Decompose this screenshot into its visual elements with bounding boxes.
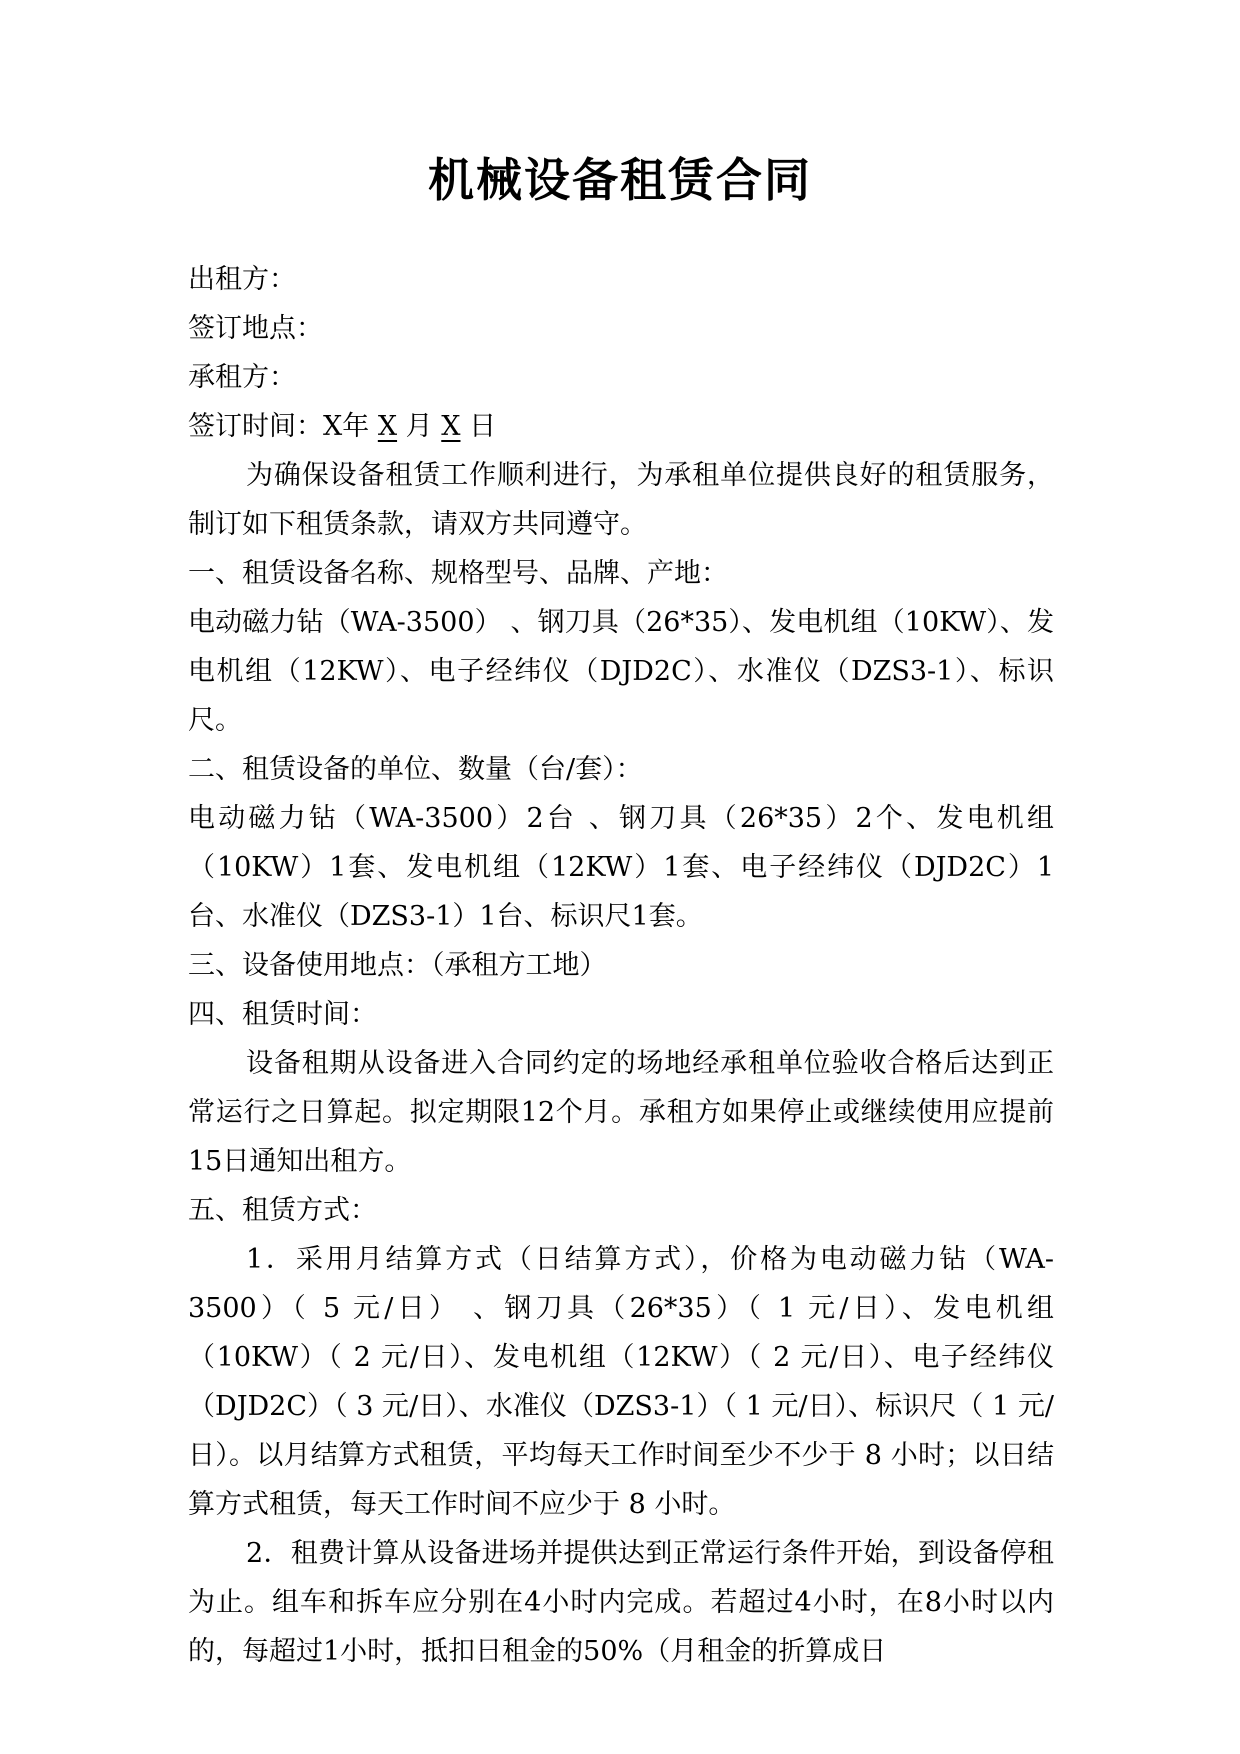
section-2-text: 电动磁力钻（WA-3500）2台 、钢刀具（26*35）2个、发电机组（10KW）1套、发电机组（12KW）1套、电子经纬仪（DJD2C）1台、水准仪（DZS3-1）1台、标识尺1套。: [188, 803, 1054, 932]
signing-date-label: 签订时间：: [188, 411, 323, 442]
signing-year-value: X: [323, 411, 343, 442]
section-5-item-1: 1．采用月结算方式（日结算方式），价格为电动磁力钻（WA-3500）（ 5 元/日） 、钢刀具（26*35）（ 1 元/日）、发电机组（10KW）（ 2 元/日）、发电机组（12KW）（ 2 元/日）、电子经纬仪（DJD2C）（ 3 元/日）、水准仪（DZS3-1）（ 1 元/日）、标识尺（ 1 元/日）。以月结算方式租赁，平均每天工作时间至少不少于 8 小时；以日结算方式租赁，每天工作时间不应少于 8 小时。: [188, 1244, 1054, 1520]
lessor-label: 出租方：: [188, 264, 296, 295]
intro-paragraph: 为确保设备租赁工作顺利进行，为承租单位提供良好的租赁服务，制订如下租赁条款，请双方共同遵守。: [188, 460, 1054, 540]
signing-month-value: X: [377, 411, 398, 442]
signing-day-value: X: [441, 411, 461, 442]
contract-body: [188, 255, 1054, 1676]
signing-day-unit: 日: [469, 411, 497, 442]
signing-place-label: 签订地点：: [188, 313, 323, 344]
section-1-heading: 一、租赁设备名称、规格型号、品牌、产地：: [188, 558, 728, 589]
signing-year-unit: 年: [342, 411, 370, 442]
section-4-text: 设备租期从设备进入合同约定的场地经承租单位验收合格后达到正常运行之日算起。拟定期限12个月。承租方如果停止或继续使用应提前15日通知出租方。: [188, 1048, 1054, 1177]
section-1-text: 电动磁力钻（WA-3500） 、钢刀具（26*35）、发电机组（10KW）、发电机组（12KW）、电子经纬仪（DJD2C）、水准仪（DZS3-1）、标识尺。: [188, 607, 1054, 736]
lessee-field: [188, 353, 1054, 402]
section-4-heading: 四、租赁时间：: [188, 999, 377, 1030]
section-2-heading: 二、租赁设备的单位、数量（台/套）：: [188, 754, 643, 785]
document-title: 机械设备租赁合同: [428, 153, 812, 207]
lessor-field: [188, 255, 1054, 304]
section-3-heading: 三、设备使用地点：（承租方工地）: [188, 950, 607, 981]
signing-date-field: [188, 402, 1054, 451]
lessee-label: 承租方：: [188, 362, 296, 393]
signing-month-unit: 月: [405, 411, 433, 442]
section-5-item-2: 2．租费计算从设备进场并提供达到正常运行条件开始，到设备停租为止。组车和拆车应分别在4小时内完成。若超过4小时，在8小时以内的，每超过1小时，抵扣日租金的50%（月租金的折算成日: [188, 1538, 1054, 1667]
signing-place-field: [188, 304, 1054, 353]
section-5-heading: 五、租赁方式：: [188, 1195, 377, 1226]
